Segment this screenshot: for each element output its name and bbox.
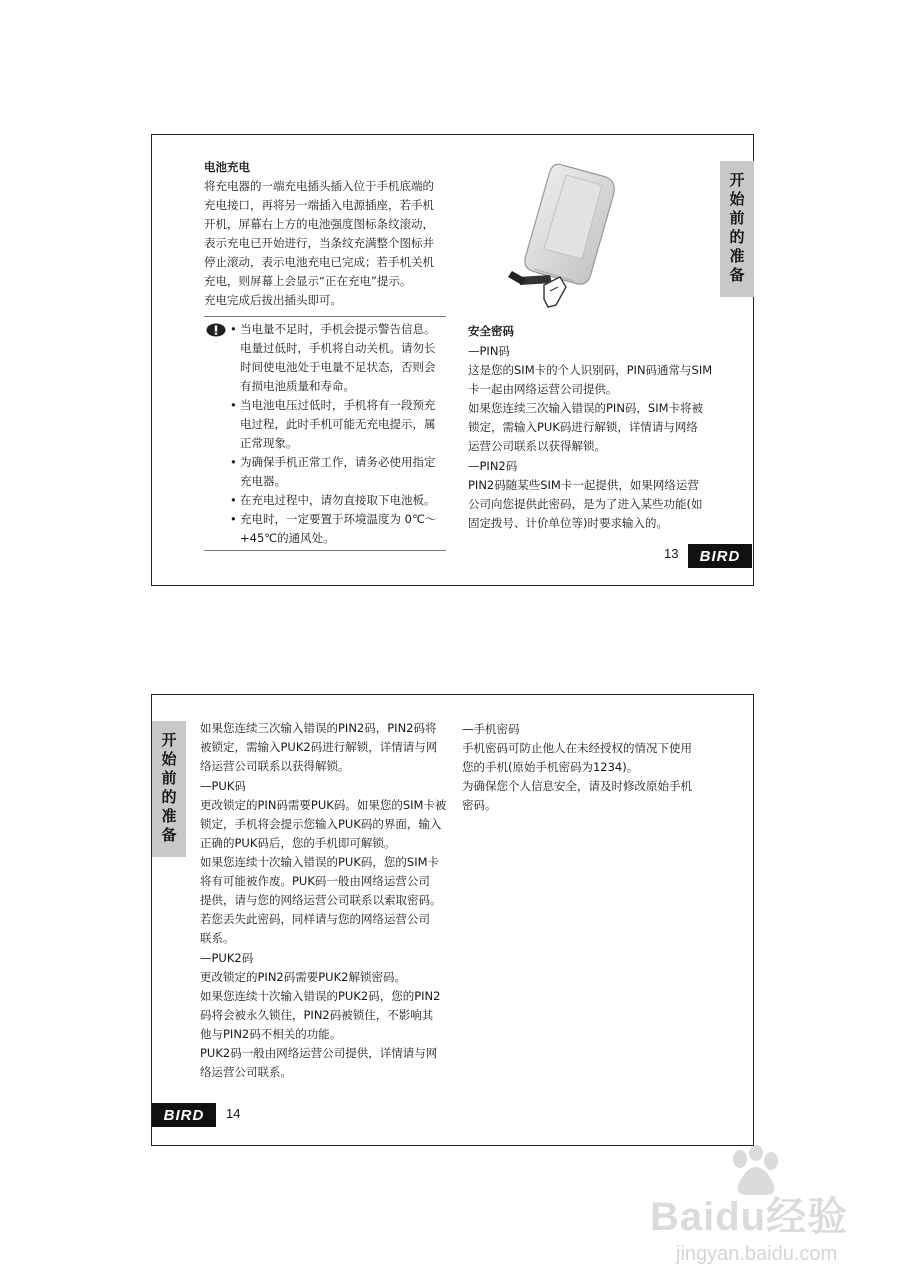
puk2-line: PUK2码一般由网络运营公司提供，详情请与网 <box>200 1046 438 1060</box>
pin-line: 卡一起由网络运营公司提供。 <box>468 382 618 396</box>
note-line: 电过程，此时手机可能无充电提示，属 <box>240 417 436 431</box>
pin-line: 这是您的SIM卡的个人识别码，PIN码通常与SIM <box>468 363 713 377</box>
note-line: +45℃的通风处。 <box>240 531 335 545</box>
paragraph-line: 停止滚动，表示电池充电已完成；若手机关机 <box>204 255 434 269</box>
puk2-title: —PUK2码 <box>200 951 254 965</box>
watermark-url: jingyan.baidu.com <box>676 1243 838 1265</box>
puk-line: 如果您连续十次输入错误的PUK码，您的SIM卡 <box>200 855 440 869</box>
phone-code-title: —手机密码 <box>462 722 520 736</box>
section-tab-label: 开始前的准备 <box>727 172 746 286</box>
note-line: 正常现象。 <box>240 436 298 450</box>
paragraph-line: 充电，则屏幕上会显示“正在充电”提示。 <box>204 274 412 288</box>
puk2-line: 码将会被永久锁住，PIN2码被锁住，不影响其 <box>200 1008 434 1022</box>
unlock-codes-section <box>200 719 452 1082</box>
puk-line: 将有可能被作废。PUK码一般由网络运营公司 <box>200 874 430 888</box>
note-line: • 为确保手机正常工作，请务必使用指定 <box>240 455 436 469</box>
section-tab <box>720 161 754 297</box>
note-line: 电量过低时，手机将自动关机。请勿长 <box>240 341 436 355</box>
puk-line: 更改锁定的PIN码需要PUK码。如果您的SIM卡被 <box>200 798 447 812</box>
phone-code-section <box>462 719 714 815</box>
note-line: • 在充电过程中，请勿直接取下电池板。 <box>240 493 436 507</box>
intro-line: 络运营公司联系以获得解锁。 <box>200 759 350 773</box>
page-number: 14 <box>226 1106 241 1121</box>
puk2-line: 络运营公司联系。 <box>200 1065 292 1079</box>
warning-item <box>230 396 446 453</box>
paragraph-line: 开机，屏幕右上方的电池强度图标条纹滚动， <box>204 217 434 231</box>
battery-charging-section <box>204 157 446 551</box>
phone-code-line: 密码。 <box>462 798 497 812</box>
exclamation-icon <box>206 323 226 337</box>
phone-charging-illustration <box>504 159 624 309</box>
warning-item <box>230 453 446 491</box>
warning-item <box>230 491 446 510</box>
paragraph-line: 将充电器的一端充电插头插入位于手机底端的 <box>204 179 434 193</box>
note-line: 时间使电池处于电量不足状态，否则会 <box>240 360 436 374</box>
note-line: • 当电池电压过低时，手机将有一段预充 <box>240 398 436 412</box>
manual-page-14 <box>151 694 754 1146</box>
manual-page-13 <box>151 134 754 586</box>
warning-item <box>230 510 446 548</box>
paragraph-line: 表示充电已开始进行，当条纹充满整个图标并 <box>204 236 434 250</box>
note-line: • 当电量不足时，手机会提示警告信息。 <box>240 322 436 336</box>
puk2-line: 他与PIN2码不相关的功能。 <box>200 1027 342 1041</box>
puk-line: 锁定，手机将会提示您输入PUK码的界面，输入 <box>200 817 442 831</box>
bird-logo: BIRD <box>688 544 752 568</box>
intro-line: 被锁定，需输入PUK2码进行解锁，详情请与网 <box>200 740 438 754</box>
paragraph-line: 充电接口，再将另一端插入电源插座，若手机 <box>204 198 434 212</box>
puk2-line: 更改锁定的PIN2码需要PUK2解锁密码。 <box>200 970 406 984</box>
phone-code-line: 为确保您个人信息安全，请及时修改原始手机 <box>462 779 692 793</box>
section-tab <box>152 721 186 857</box>
pin2-line: 固定拨号、计价单位等)时要求输入的。 <box>468 516 668 530</box>
pin-title: —PIN码 <box>468 344 510 358</box>
note-line: 充电器。 <box>240 474 286 488</box>
security-codes-section <box>468 321 718 533</box>
phone-code-line: 您的手机(原始手机密码为1234)。 <box>462 760 639 774</box>
pin2-title: —PIN2码 <box>468 459 518 473</box>
section-heading: 电池充电 <box>204 160 250 174</box>
phone-code-line: 手机密码可防止他人在未经授权的情况下使用 <box>462 741 692 755</box>
puk-line: 正确的PUK码后，您的手机即可解锁。 <box>200 836 396 850</box>
charging-paragraph <box>204 177 446 310</box>
puk-line: 提供，请与您的网络运营公司联系以索取密码。 <box>200 893 442 907</box>
puk-line: 联系。 <box>200 931 235 945</box>
intro-line: 如果您连续三次输入错误的PIN2码，PIN2码将 <box>200 721 437 735</box>
puk-line: 若您丢失此密码，同样请与您的网络运营公司 <box>200 912 430 926</box>
note-line: • 充电时，一定要置于环境温度为 0℃～ <box>240 512 437 526</box>
warning-notes-box <box>204 316 446 551</box>
paragraph-line: 充电完成后拔出插头即可。 <box>204 293 342 307</box>
page-number: 13 <box>664 546 679 561</box>
bird-logo: BIRD <box>152 1103 216 1127</box>
pin-line: 如果您连续三次输入错误的PIN码，SIM卡将被 <box>468 401 704 415</box>
pin-line: 锁定，需输入PUK码进行解锁，详情请与网络 <box>468 420 698 434</box>
pin2-line: 公司向您提供此密码，是为了进入某些功能(如 <box>468 497 703 511</box>
watermark-brand: Baidu经验 <box>650 1195 849 1239</box>
note-line: 有损电池质量和寿命。 <box>240 379 355 393</box>
warning-list <box>204 320 446 548</box>
warning-item <box>230 320 446 396</box>
puk2-line: 如果您连续十次输入错误的PUK2码，您的PIN2 <box>200 989 441 1003</box>
section-heading: 安全密码 <box>468 324 514 338</box>
baidu-watermark <box>640 1145 900 1275</box>
pin2-line: PIN2码随某些SIM卡一起提供，如果网络运营 <box>468 478 699 492</box>
section-tab-label: 开始前的准备 <box>159 732 178 846</box>
pin-line: 运营公司联系以获得解锁。 <box>468 439 606 453</box>
puk-title: —PUK码 <box>200 779 246 793</box>
